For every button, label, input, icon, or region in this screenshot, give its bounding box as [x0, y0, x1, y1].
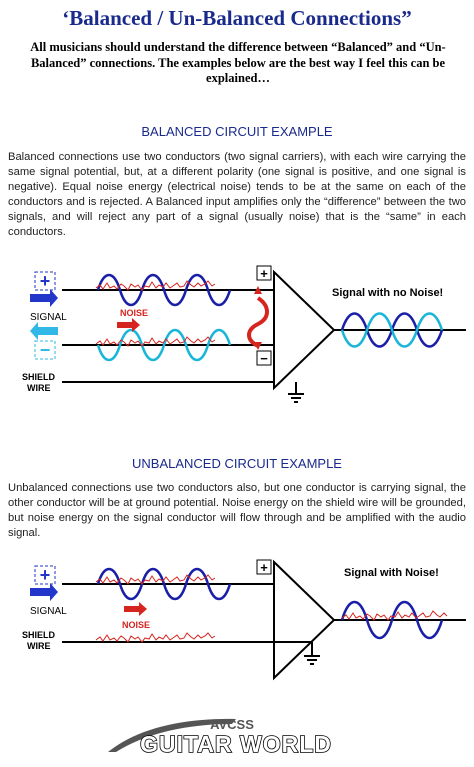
noise-rejection-arc-icon — [249, 298, 267, 346]
amplifier-icon — [274, 272, 334, 388]
amp-minus-label: − — [260, 351, 268, 366]
shield-label-2: WIRE — [27, 383, 51, 393]
positive-noise-line — [96, 281, 215, 290]
balanced-description: Balanced connections use two conductors (two signal carriers), with each wire carrying the same signal potential, but, at a different polarity (one signal is positive, and one signal is negative). Equal noise energy (electrical noise) tends to be at the same on each of the conductors and is rejected. A Balanced input amplifies only the “difference” between the two signals, and will reject any part of a signal (usually noise) that is the “same” in each conductors. — [8, 151, 466, 238]
negative-terminal-icon — [35, 340, 55, 360]
logo-small-text: AVCSS — [210, 717, 254, 732]
unbalanced-diagram — [0, 556, 474, 686]
positive-terminal-icon — [35, 565, 55, 585]
signal-label: SIGNAL — [30, 606, 67, 617]
page-title: ‘Balanced / Un-Balanced Connections” — [62, 6, 412, 30]
balanced-diagram — [0, 258, 474, 418]
avcss-guitar-world-logo — [0, 712, 474, 767]
logo-large-text: GUITAR WORLD — [140, 731, 332, 757]
amp-plus-label: + — [260, 266, 268, 281]
signal-noise-line — [96, 575, 215, 584]
positive-terminal-icon — [35, 271, 55, 291]
noise-arrow-icon — [124, 602, 147, 616]
intro-text: All musicians should understand the difference between “Balanced” and “Un-Balanced” connections. The examples below are the best way I feel this can be explained… — [30, 40, 446, 85]
signal-label: SIGNAL — [30, 312, 67, 323]
output-label: Signal with no Noise! — [332, 287, 444, 299]
rejection-arrowheads-icon — [254, 286, 262, 350]
shield-label-1: SHIELD — [22, 630, 56, 640]
unbalanced-description: Unbalanced connections use two conductors also, but one conductor is carrying signal, the other conductor will be at ground potential. Noise energy on the shield wire will be grounded, but noise energy on the signal conductor will flow through and be amplified with the audio signal. — [8, 482, 466, 539]
signal-out-arrow-icon — [30, 322, 58, 340]
shield-noise-line — [96, 633, 215, 642]
balanced-heading: BALANCED CIRCUIT EXAMPLE — [141, 124, 333, 139]
noise-label: NOISE — [120, 308, 149, 318]
plus-label: + — [39, 565, 51, 585]
unbalanced-heading: UNBALANCED CIRCUIT EXAMPLE — [132, 456, 342, 471]
amplifier-icon — [274, 562, 334, 678]
shield-label-2: WIRE — [27, 641, 51, 651]
ground-icon — [304, 656, 320, 664]
signal-in-arrow-icon — [30, 289, 58, 307]
amp-plus-label: + — [260, 560, 268, 575]
output-label: Signal with Noise! — [344, 567, 439, 579]
plus-label: + — [39, 271, 51, 291]
minus-label: − — [39, 340, 51, 360]
ground-icon — [288, 394, 304, 402]
noise-label: NOISE — [122, 620, 151, 630]
shield-label-1: SHIELD — [22, 372, 56, 382]
signal-in-arrow-icon — [30, 583, 58, 601]
